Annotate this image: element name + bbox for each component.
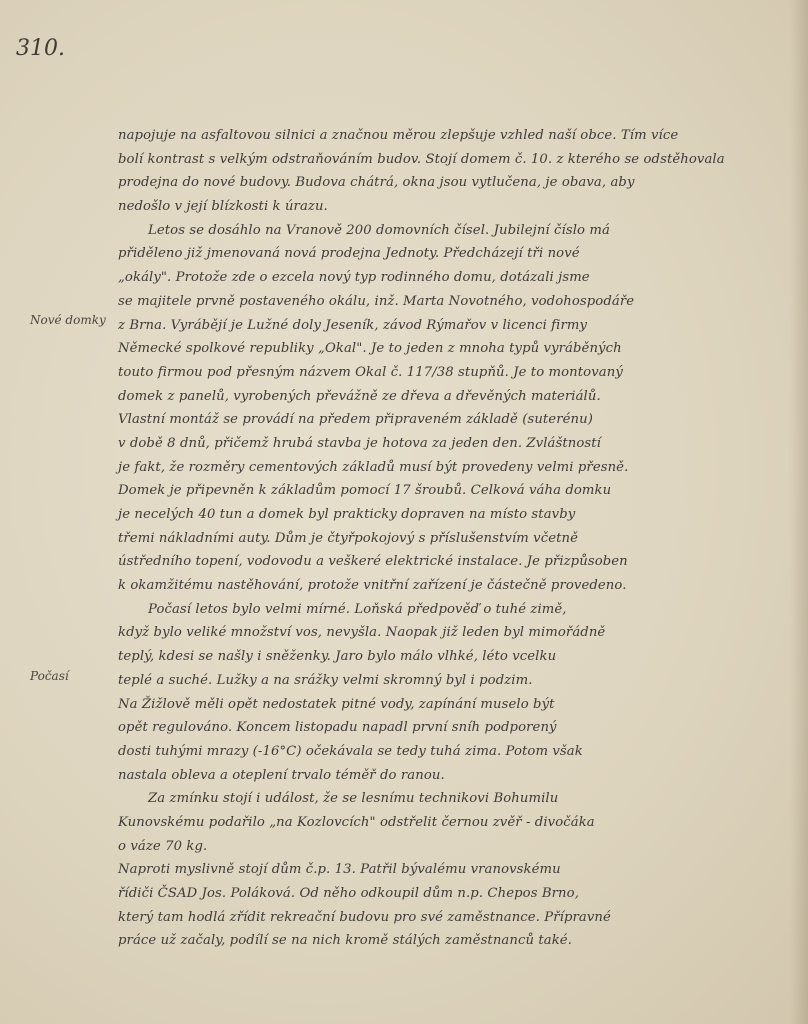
margin-note-new-houses: Nové domky (30, 313, 106, 327)
text-line: touto firmou pod přesným názvem Okal č. 117/38 stupňů. Je to montovaný (118, 364, 623, 380)
text-line: teplé a suché. Lužky a na srážky velmi skromný byl i podzim. (118, 672, 533, 688)
text-line: v době 8 dnů, přičemž hrubá stavba je hotova za jeden den. Zvláštností (118, 435, 602, 451)
text-line: opět regulováno. Koncem listopadu napadl první sníh podporený (118, 720, 557, 736)
text-line: Naproti myslivně stojí dům č.p. 13. Patřil bývalému vranovskému (118, 862, 561, 878)
text-line: Německé spolkové republiky „Okal". Je to jeden z mnoha typů vyráběných (118, 341, 622, 357)
text-line: se majitele prvně postaveného okálu, inž. Marta Novotného, vodohospodáře (118, 293, 635, 309)
text-line: o váze 70 kg. (118, 838, 208, 854)
text-line: třemi nákladními auty. Dům je čtyřpokojový s příslušenstvím včetně (118, 530, 579, 546)
text-line: je necelých 40 tun a domek byl prakticky dopraven na místo stavby (118, 507, 576, 522)
text-line: z Brna. Vyrábějí je Lužné doly Jeseník, závod Rýmařov v licenci firmy (118, 317, 588, 333)
text-line: je fakt, že rozměry cementových základů musí být provedeny velmi přesně. (118, 459, 629, 475)
text-line: který tam hodlá zřídit rekreační budovu pro své zaměstnance. Přípravné (118, 909, 611, 925)
text-line: napojuje na asfaltovou silnici a značnou měrou zlepšuje vzhled naší obce. Tím více (118, 128, 679, 143)
text-line: domek z panelů, vyrobených převážně ze dřeva a dřevěných materiálů. (118, 388, 601, 404)
text-line: prodejna do nové budovy. Budova chátrá, okna jsou vytlučena, je obava, aby (118, 175, 635, 191)
text-line: když bylo veliké množství vos, nevyšla. Naopak již leden byl mimořádně (118, 625, 606, 641)
text-line: Letos se dosáhlo na Vranově 200 domovních čísel. Jubilejní číslo má (148, 222, 610, 238)
text-line: dosti tuhými mrazy (-16°C) očekávala se tedy tuhá zima. Potom však (118, 743, 583, 759)
text-line: Počasí letos bylo velmi mírné. Loňská předpověď o tuhé zimě, (148, 601, 567, 617)
margin-note-weather: Počasí (30, 669, 69, 683)
text-line: práce už začaly, podílí se na nich kromě stálých zaměstnanců také. (118, 933, 573, 949)
text-line: Domek je připevněn k základům pomocí 17 šroubů. Celková váha domku (118, 483, 612, 499)
page-number: 310. (16, 36, 65, 61)
text-line: nastala obleva a oteplení trvalo téměř do ranou. (118, 767, 445, 783)
text-line: řídiči ČSAD Jos. Poláková. Od něho odkoupil dům n.p. Chepos Brno, (118, 886, 579, 901)
chronicle-text (118, 124, 725, 953)
text-line: „okály". Protože zde o ezcela nový typ rodinného domu, dotázali jsme (118, 270, 590, 286)
text-line: Na Žižlově měli opět nedostatek pitné vody, zapínání muselo být (118, 696, 555, 712)
text-line: Kunovskému podařilo „na Kozlovcích" odstřelit černou zvěř - divočáka (118, 814, 595, 830)
text-line: ústředního topení, vodovodu a veškeré elektrické instalace. Je přizpůsoben (118, 554, 628, 570)
text-line: Vlastní montáž se provádí na předem připraveném základě (suterénu) (118, 412, 593, 428)
text-line: nedošlo v její blízkosti k úrazu. (118, 199, 328, 215)
text-line: teplý, kdesi se našly i sněženky. Jaro bylo málo vlhké, léto vcelku (118, 649, 557, 665)
text-line: Za zmínku stojí i událost, že se lesnímu technikovi Bohumilu (148, 791, 559, 807)
text-line: bolí kontrast s velkým odstraňováním budov. Stojí domem č. 10. z kterého se odstěhovala (118, 151, 725, 167)
text-line: přiděleno již jmenovaná nová prodejna Jednoty. Předcházejí tři nové (118, 246, 580, 262)
text-line: k okamžitému nastěhování, protože vnitřní zařízení je částečně provedeno. (118, 578, 627, 594)
